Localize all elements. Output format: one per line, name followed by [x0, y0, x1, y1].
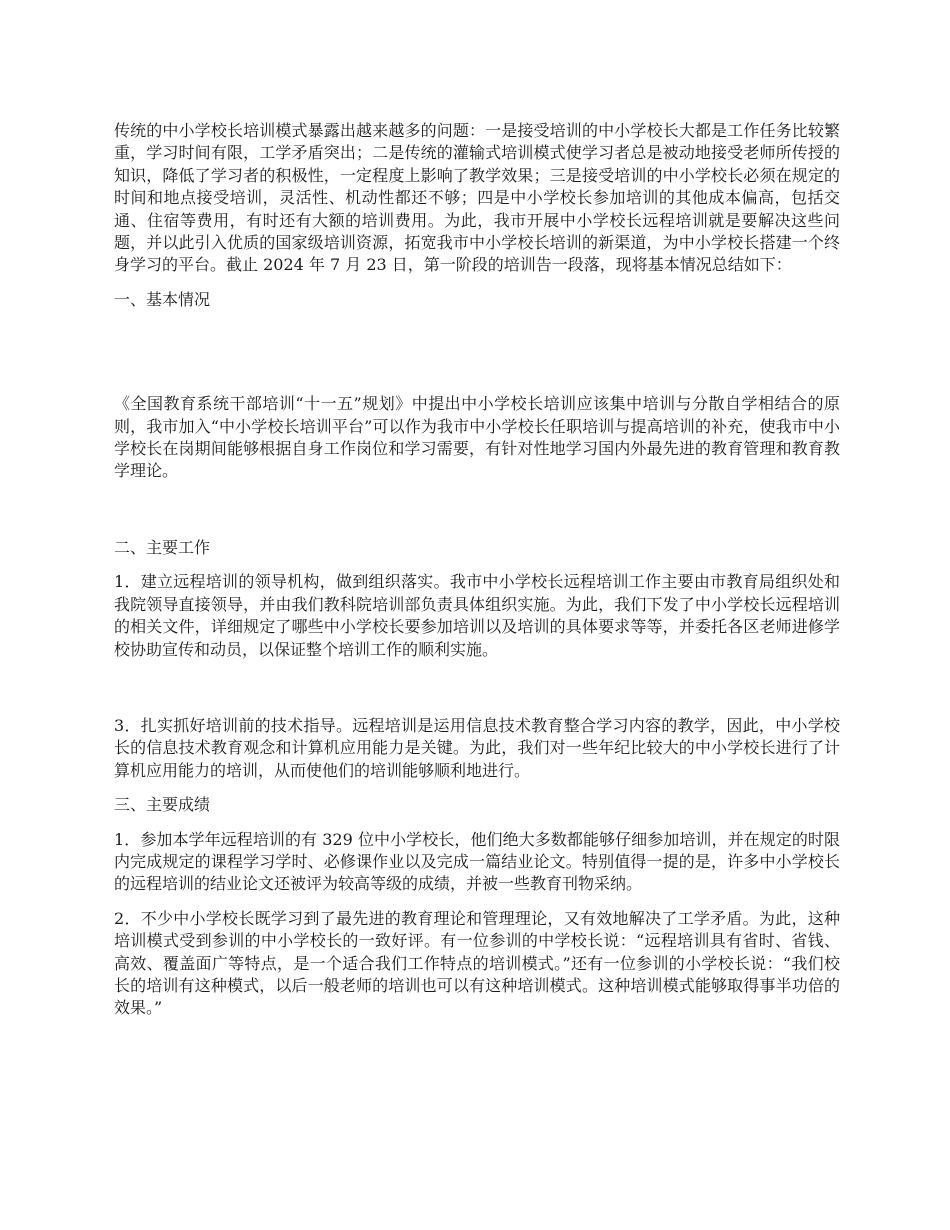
section3-paragraph-1: 1．参加本学年远程培训的有 329 位中小学校长，他们绝大多数都能够仔细参加培训，并在规定的时限内完成规定的课程学习学时、必修课作业以及完成一篇结业论文。特别值得一提的是，许多中小学校长的远程培训的结业论文还被评为较高等级的成绩，并被一些教育刊物采纳。 [114, 829, 840, 894]
section2-paragraph-1: 1．建立远程培训的领导机构，做到组织落实。我市中小学校长远程培训工作主要由市教育局组织处和我院领导直接领导，并由我们教科院培训部负责具体组织实施。为此，我们下发了中小学校长远程培训的相关文件，详细规定了哪些中小学校长要参加培训以及培训的具体要求等等，并委托各区老师进修学校协助宣传和动员，以保证整个培训工作的顺利实施。 [114, 572, 840, 659]
section1-paragraph-1: 《全国教育系统干部培训“十一五”规划》中提出中小学校长培训应该集中培训与分散自学相结合的原则，我市加入“中小学校长培训平台”可以作为我市中小学校长任职培训与提高培训的补充，使我市中小学校长在岗期间能够根据自身工作岗位和学习需要，有针对性地学习国内外最先进的教育管理和教育教学理论。 [114, 394, 840, 481]
section2-paragraph-3: 3．扎实抓好培训前的技术指导。远程培训是运用信息技术教育整合学习内容的教学，因此，中小学校长的信息技术教育观念和计算机应用能力是关键。为此，我们对一些年纪比较大的中小学校长进行了计算机应用能力的培训，从而使他们的培训能够顺利地进行。 [114, 715, 840, 780]
section-heading-main-work: 二、主要工作 [114, 537, 211, 557]
intro-paragraph: 传统的中小学校长培训模式暴露出越来越多的问题：一是接受培训的中小学校长大都是工作任务比较繁重，学习时间有限，工学矛盾突出；二是传统的灌输式培训模式使学习者总是被动地接受老师所传授的知识，降低了学习者的积极性，一定程度上影响了教学效果；三是接受培训的中小学校长必须在规定的时间和地点接受培训，灵活性、机动性都还不够；四是中小学校长参加培训的其他成本偏高，包括交通、住宿等费用，有时还有大额的培训费用。为此，我市开展中小学校长远程培训就是要解决这些问题，并以此引入优质的国家级培训资源，拓宽我市中小学校长培训的新渠道，为中小学校长搭建一个终身学习的平台。截止 2024 年 7 月 23 日，第一阶段的培训告一段落，现将基本情况总结如下： [114, 121, 840, 275]
document-body [114, 120, 840, 1020]
section-heading-main-achievements: 三、主要成绩 [114, 795, 211, 815]
section-heading-basic-situation: 一、基本情况 [114, 289, 211, 309]
section3-paragraph-2: 2．不少中小学校长既学习到了最先进的教育理论和管理理论，又有效地解决了工学矛盾。为此，这种培训模式受到参训的中小学校长的一致好评。有一位参训的中学校长说：“远程培训具有省时、省钱、高效、覆盖面广等特点，是一个适合我们工作特点的培训模式。”还有一位参训的小学校长说：“我们校长的培训有这种模式，以后一般老师的培训也可以有这种培训模式。这种培训模式能够取得事半功倍的效果。” [114, 908, 840, 1018]
